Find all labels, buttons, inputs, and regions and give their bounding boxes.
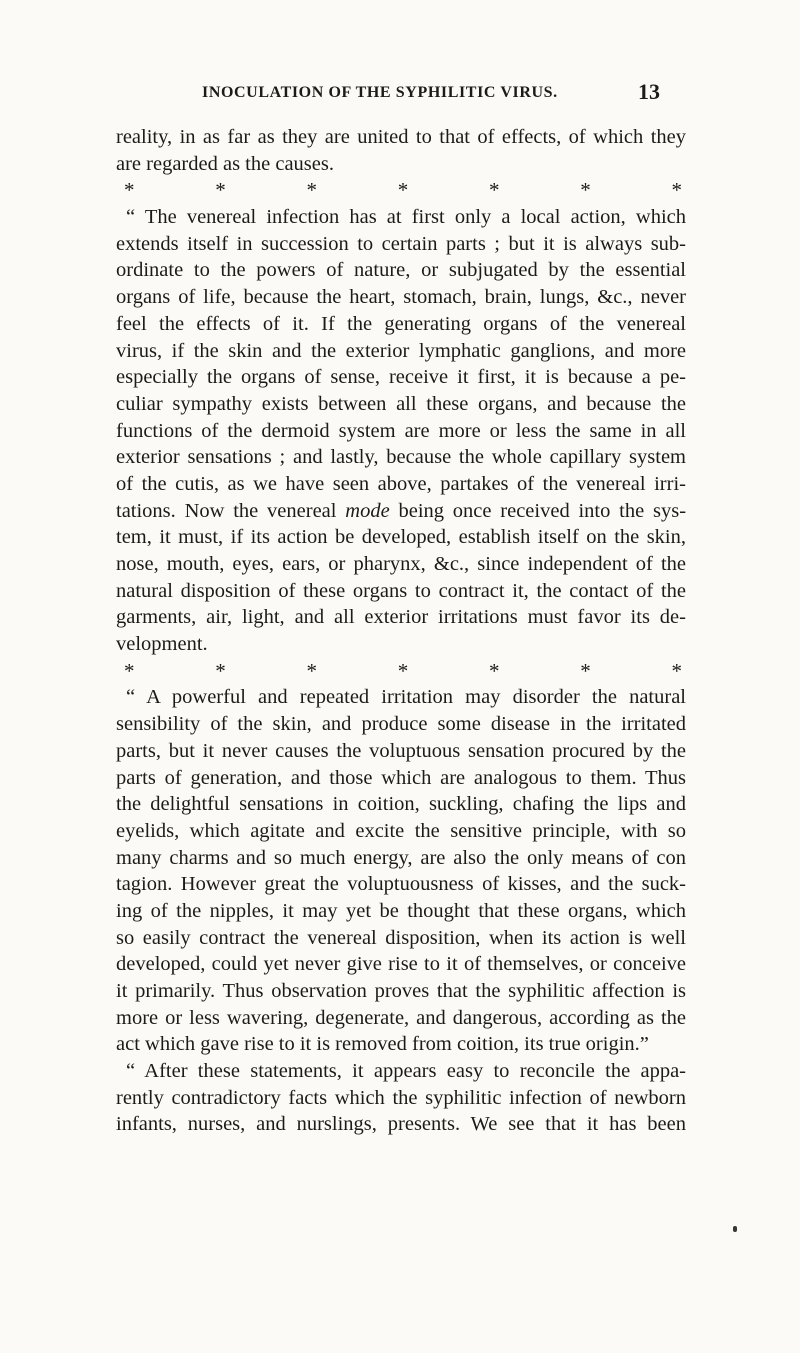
separator-asterisk: * [489,658,500,683]
text-line: the delightful sensations in coition, suckling, chafing the lips and [116,793,686,816]
text-line: culiar sympathy exists between all these organs, and because the [116,392,686,415]
text-line: more or less wavering, degenerate, and dangerous, according as the [116,1006,686,1029]
separator-asterisk: * [397,658,409,683]
text-line: act which gave rise to it is removed from coition, its true origin.” [116,1033,649,1056]
text-line: nose, mouth, eyes, ears, or pharynx, &c., since independent of the [116,553,686,575]
text-line: parts of generation, and those which are analogous to them. Thus [116,766,686,789]
text-line: natural disposition of these organs to contract it, the contact of the [116,579,686,602]
text-line: functions of the dermoid system are more or less the same in all [116,419,686,442]
text-line: tagion. However great the voluptuousness of kisses, and the suck- [116,873,686,896]
text-line: developed, could yet never give rise to it of themselves, or conceive [116,953,686,976]
text-line: many charms and so much energy, are also the only means of con [116,846,686,869]
separator-asterisk: * [124,658,135,683]
body-text [116,124,686,1138]
text-line: garments, air, light, and all exterior irritations must favor its de- [116,606,686,629]
text-line: parts, but it never causes the voluptuous sensation procured by the [116,739,686,762]
text-line: are regarded as the causes. [116,152,334,175]
separator-asterisk: * [671,658,682,683]
separator-asterisk: * [489,178,500,203]
italic-word: mode [345,499,390,522]
text-line: tem, it must, if its action be developed, establish itself on the skin, [116,526,686,549]
separator-asterisk: * [671,178,682,203]
text-line: feel the effects of it. If the generating organs of the venereal [116,312,686,335]
text-line: “ After these statements, it appears easy to reconcile the appa- [126,1060,686,1083]
text-line: ordinate to the powers of nature, or subjugated by the essential [116,259,686,282]
separator-asterisk: * [580,178,591,203]
running-title: INOCULATION OF THE SYPHILITIC VIRUS. [202,84,558,101]
text-segment: being once received into the sys- [398,499,687,522]
text-line: “ The venereal infection has at first only a local action, which [126,206,686,229]
text-line: extends itself in succession to certain parts ; but it is always sub- [116,232,686,255]
text-line: of the cutis, as we have seen above, partakes of the venereal irri- [116,472,686,495]
text-line: sensibility of the skin, and produce some disease in the irritated [116,713,686,736]
text-line: ing of the nipples, it may yet be thought that these organs, which [116,899,686,922]
text-line: eyelids, which agitate and excite the sensitive principle, with so [116,819,686,842]
text-line: exterior sensations ; and lastly, because the whole capillary system [116,446,686,469]
text-line: velopment. [116,633,208,656]
separator-asterisk: * [215,178,226,203]
separator-asterisk: * [580,658,591,683]
separator-asterisk: * [306,658,317,683]
text-segment: tations. Now the venereal [116,499,337,522]
text-line [116,498,686,525]
section-separator [116,658,686,685]
text-line: so easily contract the venereal disposition, when its action is well [116,926,686,949]
separator-asterisk: * [397,178,409,203]
text-line: especially the organs of sense, receive it first, it is because a pe- [116,366,686,389]
text-line: it primarily. Thus observation proves that the syphilitic affection is [116,980,686,1002]
ink-speck [733,1226,737,1232]
separator-asterisk: * [306,178,317,203]
running-header [202,79,662,108]
separator-asterisk: * [124,178,135,203]
text-line: infants, nurses, and nurslings, presents. We see that it has been [116,1113,686,1136]
text-line: rently contradictory facts which the syphilitic infection of newborn [116,1086,686,1109]
text-line: virus, if the skin and the exterior lymphatic ganglions, and more [116,339,686,362]
text-line: reality, in as far as they are united to that of effects, of which they [116,126,686,148]
text-line: organs of life, because the heart, stomach, brain, lungs, &c., never [116,286,686,309]
separator-asterisk: * [215,658,226,683]
page-number: 13 [638,79,660,104]
section-separator [116,177,686,204]
text-line: “ A powerful and repeated irritation may disorder the natural [126,686,686,709]
